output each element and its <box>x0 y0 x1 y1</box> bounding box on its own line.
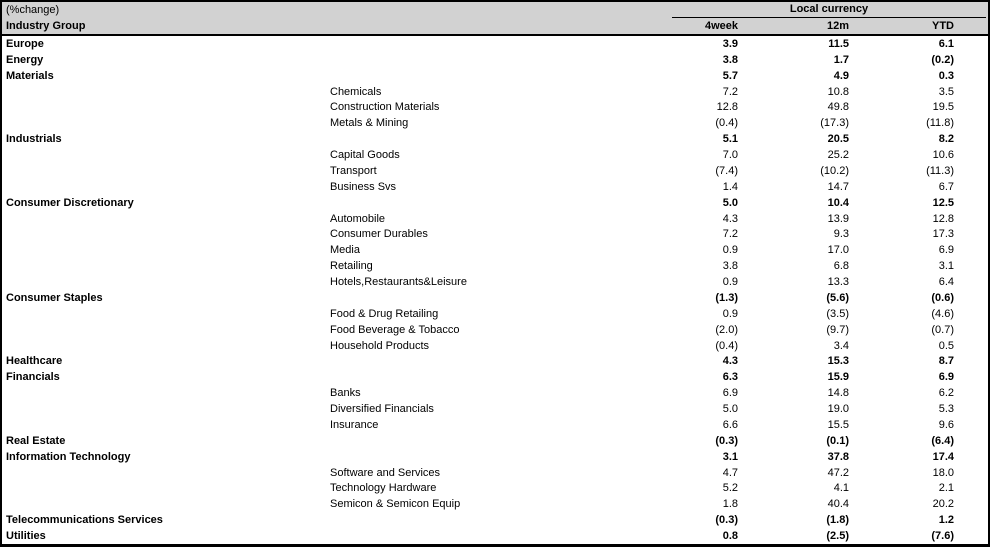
value-cell: (2.5) <box>826 530 849 543</box>
value-cell: 0.9 <box>722 276 738 289</box>
industry-group-label: Utilities <box>6 530 46 543</box>
value-cell: 10.8 <box>827 85 849 98</box>
value-cell: 3.1 <box>722 450 738 463</box>
table-row <box>2 227 988 243</box>
sub-industry-label: Insurance <box>330 418 379 431</box>
value-cell: (0.6) <box>931 291 954 304</box>
sub-industry-label: Construction Materials <box>330 101 440 114</box>
value-cell: 1.4 <box>722 180 738 193</box>
value-cell: (1.3) <box>715 291 738 304</box>
table-row <box>2 465 988 481</box>
value-cell: 3.1 <box>938 260 954 273</box>
value-cell: (0.4) <box>715 117 738 130</box>
table-row <box>2 147 988 163</box>
value-cell: 13.9 <box>827 212 849 225</box>
sub-industry-label: Automobile <box>330 212 386 225</box>
sub-industry-label: Consumer Durables <box>330 228 428 241</box>
value-cell: (11.3) <box>926 164 954 177</box>
value-cell: 5.0 <box>722 196 738 209</box>
table-row <box>2 369 988 385</box>
value-cell: 4.9 <box>833 69 849 82</box>
table-row <box>2 417 988 433</box>
value-cell: 15.9 <box>827 371 849 384</box>
sub-industry-label: Hotels,Restaurants&Leisure <box>330 276 467 289</box>
value-cell: 17.4 <box>932 450 954 463</box>
value-cell: 4.1 <box>833 482 849 495</box>
value-cell: 6.4 <box>938 276 954 289</box>
value-cell: 8.7 <box>938 355 954 368</box>
value-cell: (9.7) <box>826 323 849 336</box>
value-cell: 0.3 <box>938 69 954 82</box>
col-header-12m: 12m <box>826 20 849 32</box>
value-cell: 18.0 <box>932 466 954 479</box>
table-row <box>2 433 988 449</box>
table-row <box>2 100 988 116</box>
value-cell: 7.2 <box>722 85 738 98</box>
table-row <box>2 354 988 370</box>
value-cell: 0.5 <box>938 339 954 352</box>
value-cell: 40.4 <box>827 498 849 511</box>
value-cell: 6.6 <box>722 418 738 431</box>
percent-change-label: (%change) <box>6 4 60 16</box>
value-cell: 49.8 <box>827 101 849 114</box>
value-cell: 3.5 <box>938 85 954 98</box>
table-row <box>2 84 988 100</box>
value-cell: 11.5 <box>828 37 849 50</box>
value-cell: 5.2 <box>722 482 738 495</box>
industry-group-label: Real Estate <box>6 434 66 447</box>
value-cell: 20.5 <box>827 133 849 146</box>
value-cell: (6.4) <box>931 434 954 447</box>
value-cell: 9.3 <box>833 228 849 241</box>
value-cell: 14.8 <box>827 387 849 400</box>
table-row <box>2 52 988 68</box>
sub-industry-label: Business Svs <box>330 180 397 193</box>
value-cell: 1.8 <box>722 498 738 511</box>
value-cell: (1.8) <box>826 514 849 527</box>
sub-industry-label: Food Beverage & Tobacco <box>330 323 460 336</box>
value-cell: (7.4) <box>715 164 738 177</box>
value-cell: 15.5 <box>827 418 849 431</box>
value-cell: 3.4 <box>833 339 849 352</box>
sub-industry-label: Household Products <box>330 339 430 352</box>
sub-industry-label: Transport <box>330 164 377 177</box>
table-row <box>2 528 988 544</box>
value-cell: (0.4) <box>715 339 738 352</box>
value-cell: 20.2 <box>932 498 954 511</box>
value-cell: (4.6) <box>931 307 954 320</box>
value-cell: 1.7 <box>833 53 849 66</box>
industry-group-label: Telecommunications Services <box>6 514 163 527</box>
value-cell: 6.9 <box>722 387 738 400</box>
value-cell: 17.3 <box>932 228 954 241</box>
table-row <box>2 163 988 179</box>
value-cell: 14.7 <box>827 180 849 193</box>
sub-industry-label: Media <box>330 244 360 257</box>
value-cell: 12.8 <box>932 212 954 225</box>
table-row <box>2 36 988 52</box>
value-cell: 8.2 <box>938 133 954 146</box>
table-row <box>2 242 988 258</box>
value-cell: 6.7 <box>938 180 954 193</box>
value-cell: (7.6) <box>931 530 954 543</box>
table-row <box>2 68 988 84</box>
value-cell: (2.0) <box>715 323 738 336</box>
table-row <box>2 385 988 401</box>
value-cell: 47.2 <box>827 466 849 479</box>
table-header <box>2 2 988 36</box>
value-cell: (11.8) <box>926 117 954 130</box>
value-cell: (0.3) <box>715 514 738 527</box>
value-cell: 6.3 <box>722 371 738 384</box>
value-cell: 6.9 <box>938 244 954 257</box>
sub-industry-label: Software and Services <box>330 466 441 479</box>
header-row-top <box>2 2 988 18</box>
table-row <box>2 274 988 290</box>
value-cell: 12.5 <box>932 196 954 209</box>
value-cell: 4.7 <box>722 466 738 479</box>
table-row <box>2 290 988 306</box>
sub-industry-label: Semicon & Semicon Equip <box>330 498 461 511</box>
value-cell: 0.8 <box>722 530 738 543</box>
table-row <box>2 258 988 274</box>
sub-industry-label: Metals & Mining <box>330 117 409 130</box>
sub-industry-label: Retailing <box>330 260 373 273</box>
value-cell: (0.3) <box>715 434 738 447</box>
industry-group-label: Materials <box>6 69 54 82</box>
col-header-4week: 4week <box>704 20 738 32</box>
value-cell: 19.0 <box>827 403 849 416</box>
value-cell: 7.2 <box>722 228 738 241</box>
sub-industry-label: Chemicals <box>330 85 382 98</box>
table-row <box>2 322 988 338</box>
industry-group-label: Europe <box>6 37 44 50</box>
value-cell: 25.2 <box>827 149 849 162</box>
value-cell: 19.5 <box>932 101 954 114</box>
value-cell: 3.8 <box>722 53 738 66</box>
value-cell: 5.3 <box>938 403 954 416</box>
col-header-ytd: YTD <box>932 20 954 32</box>
value-cell: 2.1 <box>938 482 954 495</box>
table-row <box>2 195 988 211</box>
value-cell: 10.6 <box>932 149 954 162</box>
value-cell: (17.3) <box>820 117 849 130</box>
table-row <box>2 211 988 227</box>
value-cell: 6.9 <box>938 371 954 384</box>
local-currency-header: Local currency <box>672 2 986 18</box>
value-cell: 5.0 <box>722 403 738 416</box>
industry-group-label: Information Technology <box>6 450 131 463</box>
value-cell: (0.1) <box>826 434 849 447</box>
value-cell: 10.4 <box>827 196 849 209</box>
value-cell: 15.3 <box>827 355 849 368</box>
value-cell: 0.9 <box>722 307 738 320</box>
table-row <box>2 512 988 528</box>
value-cell: 3.9 <box>722 37 738 50</box>
industry-group-label: Consumer Discretionary <box>6 196 134 209</box>
table-row <box>2 338 988 354</box>
value-cell: 5.1 <box>722 133 738 146</box>
value-cell: 9.6 <box>938 418 954 431</box>
value-cell: (0.2) <box>931 53 954 66</box>
table-row <box>2 179 988 195</box>
header-row-columns <box>2 18 988 34</box>
industry-group-label: Healthcare <box>6 355 63 368</box>
value-cell: (0.7) <box>931 323 954 336</box>
table-row <box>2 449 988 465</box>
value-cell: (5.6) <box>826 291 849 304</box>
value-cell: 37.8 <box>827 450 849 463</box>
sub-industry-label: Technology Hardware <box>330 482 437 495</box>
table-row <box>2 401 988 417</box>
table-row <box>2 131 988 147</box>
sub-industry-label: Food & Drug Retailing <box>330 307 439 320</box>
value-cell: (3.5) <box>826 307 849 320</box>
value-cell: 5.7 <box>722 69 738 82</box>
value-cell: 3.8 <box>722 260 738 273</box>
sub-industry-label: Banks <box>330 387 361 400</box>
value-cell: 1.2 <box>938 514 954 527</box>
value-cell: 6.2 <box>938 387 954 400</box>
value-cell: 6.1 <box>938 37 954 50</box>
table-body <box>2 36 988 544</box>
table-row <box>2 481 988 497</box>
industry-group-header: Industry Group <box>6 20 86 32</box>
industry-group-label: Industrials <box>6 133 62 146</box>
value-cell: 12.8 <box>716 101 738 114</box>
value-cell: 4.3 <box>722 355 738 368</box>
industry-group-label: Consumer Staples <box>6 291 103 304</box>
value-cell: 7.0 <box>722 149 738 162</box>
table-row <box>2 115 988 131</box>
industry-group-label: Energy <box>6 53 44 66</box>
value-cell: 0.9 <box>722 244 738 257</box>
value-cell: 13.3 <box>827 276 849 289</box>
table-row <box>2 496 988 512</box>
sub-industry-label: Diversified Financials <box>330 403 434 416</box>
value-cell: 17.0 <box>827 244 849 257</box>
industry-group-label: Financials <box>6 371 60 384</box>
value-cell: (10.2) <box>820 164 849 177</box>
table-row <box>2 306 988 322</box>
value-cell: 4.3 <box>722 212 738 225</box>
sub-industry-label: Capital Goods <box>330 149 400 162</box>
value-cell: 6.8 <box>833 260 849 273</box>
